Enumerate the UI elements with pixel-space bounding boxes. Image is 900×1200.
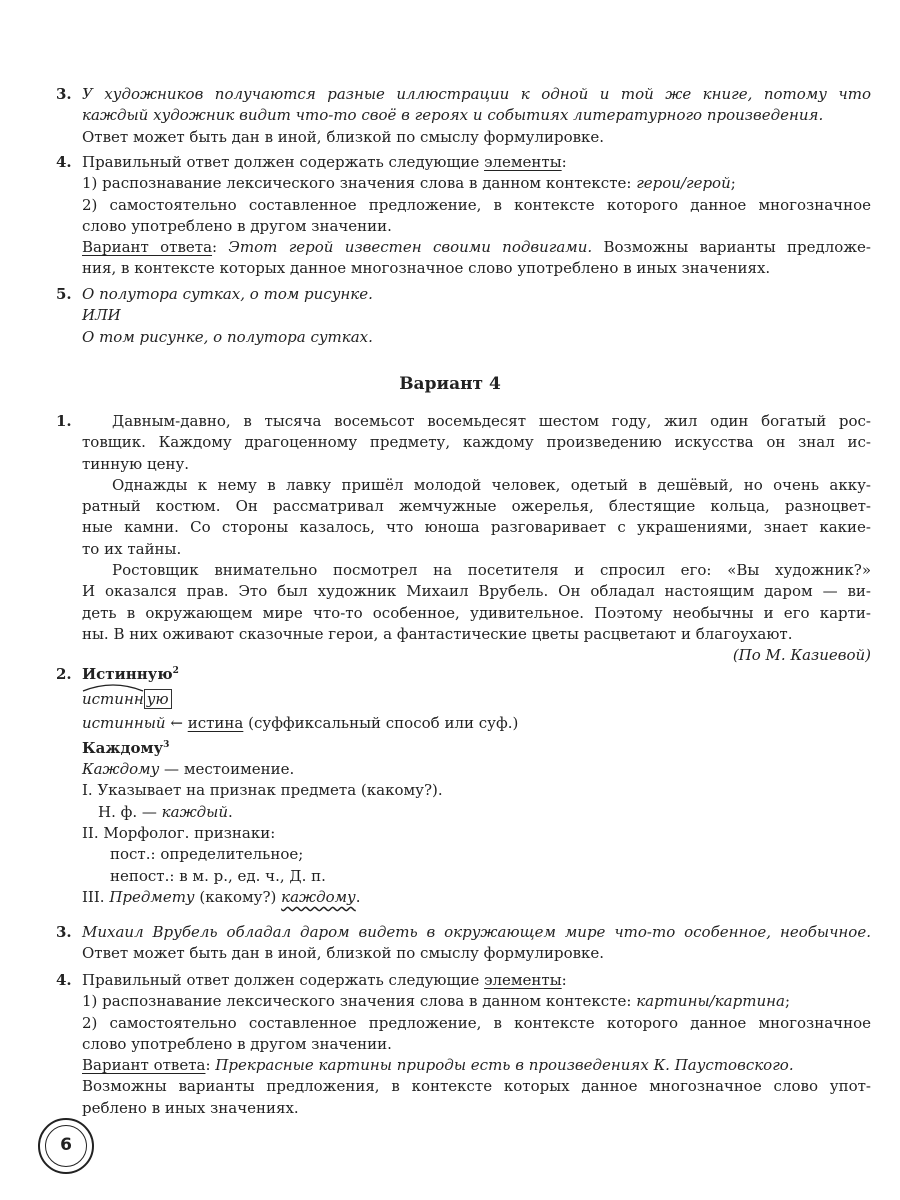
- answer-text: каждый художник видит что-то своё в героях и событиях литературного произведения.: [82, 106, 824, 125]
- root-arc-icon: [82, 682, 144, 692]
- item-number: 4.: [56, 153, 72, 171]
- v4-item-3: [56, 922, 871, 965]
- derivation: истинный ← истина (суффиксальный способ или суф.): [82, 713, 519, 732]
- or-text: ИЛИ: [82, 306, 121, 325]
- word-heading: Каждому$^3$: [82, 738, 170, 757]
- page-number: 6: [45, 1125, 87, 1167]
- morph-line: I. Указывает на признак предмета (какому?).: [82, 781, 443, 800]
- morph-line: III. Предмету (какому?) каждому.: [82, 887, 361, 906]
- criteria-1: 1) распознавание лексического значения слова в данном контексте: герои/герой;: [82, 174, 736, 193]
- criteria-2-cont: слово употреблено в другом значении.: [82, 216, 392, 235]
- criteria-intro: Правильный ответ должен содержать следующие элементы:: [82, 971, 567, 989]
- answer-variant-cont: реблено в иных значениях.: [82, 1098, 299, 1117]
- item-number: 3.: [56, 85, 72, 103]
- morph-line: непост.: в м. р., ед. ч., Д. п.: [110, 866, 326, 885]
- ending-box: ую: [144, 689, 172, 709]
- answer-variant-cont: ния, в контексте которых данное многозначное слово употреблено в иных значениях.: [82, 259, 771, 278]
- answer-text: О том рисунке, о полутора сутках.: [82, 327, 373, 346]
- text-source: (По М. Казиевой): [732, 646, 871, 665]
- answer-text: Михаил Врубель обладал даром видеть в окружающем мире что-то особенное, необычное.: [82, 923, 871, 941]
- text-line: деть в окружающем мире что-то особенное, удивительное. Поэтому необычны и его карти-: [82, 603, 871, 622]
- text-line: ратный костюм. Он рассматривал жемчужные ожерелья, блестящие кольца, разноцвет-: [82, 497, 871, 516]
- answer-text: О полутора сутках, о том рисунке.: [82, 285, 373, 303]
- criteria-2-cont: слово употреблено в другом значении.: [82, 1034, 392, 1053]
- criteria-2: 2) самостоятельно составленное предложение, в контексте которого данное многозначное: [82, 1013, 871, 1032]
- criteria-2: 2) самостоятельно составленное предложение, в контексте которого данное многозначное: [82, 195, 871, 214]
- variant-title: Вариант 4: [399, 374, 501, 394]
- morph-line: II. Морфолог. признаки:: [82, 824, 276, 843]
- morph-line: Каждому — местоимение.: [82, 760, 295, 779]
- text-line: Однажды к нему в лавку пришёл молодой человек, одетый в дешёвый, но очень акку-: [112, 475, 871, 494]
- answer-item-4: [56, 152, 871, 280]
- morpheme-parse: истинн ую: [82, 689, 871, 710]
- item-number: 4.: [56, 971, 72, 989]
- answer-note: Ответ может быть дан в иной, близкой по смыслу формулировке.: [82, 944, 605, 963]
- text-line: И оказался прав. Это был художник Михаил Врубель. Он обладал настоящим даром — ви-: [82, 582, 871, 601]
- answer-item-3: [56, 84, 871, 148]
- text-line: Давным-давно, в тысяча восемьсот восемьдесят шестом году, жил один богатый рос-: [112, 412, 871, 430]
- text-line: ные камни. Со стороны казалось, что юноша разговаривает с украшениями, знает какие-: [82, 518, 871, 537]
- v4-item-1: [56, 411, 871, 667]
- answer-variant: Вариант ответа: Прекрасные картины природы есть в произведениях К. Паустовского.: [82, 1056, 794, 1075]
- text-line: то их тайны.: [82, 539, 182, 558]
- morph-line: пост.: определительное;: [110, 845, 304, 864]
- page-number-badge: [38, 1118, 94, 1174]
- item-number: 2.: [56, 665, 72, 683]
- answer-variant: Вариант ответа: Этот герой известен своими подвигами. Возможны варианты предложе-: [82, 238, 872, 257]
- word-heading: Истинную$^2$: [82, 665, 179, 683]
- v4-item-4: [56, 970, 871, 1119]
- text-line: ны. В них оживают сказочные герои, а фантастические цветы расцветают и благоухают.: [82, 624, 793, 643]
- item-number: 1.: [56, 412, 72, 430]
- text-line: товщик. Каждому драгоценному предмету, каждому произведению искусства он знал ис-: [82, 433, 871, 452]
- item-number: 5.: [56, 285, 72, 303]
- text-line: Ростовщик внимательно посмотрел на посетителя и спросил его: «Вы художник?»: [112, 561, 871, 580]
- answer-item-5: [56, 284, 871, 348]
- answer-text: У художников получаются разные иллюстрации к одной и той же книге, потому что: [82, 85, 871, 103]
- morph-line: Н. ф. — каждый.: [98, 802, 233, 821]
- answer-variant-cont: Возможны варианты предложения, в контексте которых данное многозначное слово упот-: [82, 1077, 871, 1096]
- criteria-intro: Правильный ответ должен содержать следующие элементы:: [82, 153, 567, 171]
- item-number: 3.: [56, 923, 72, 941]
- v4-item-2: [56, 664, 871, 908]
- text-line: тинную цену.: [82, 454, 190, 473]
- criteria-1: 1) распознавание лексического значения слова в данном контексте: картины/картина;: [82, 992, 790, 1011]
- answer-note: Ответ может быть дан в иной, близкой по смыслу формулировке.: [82, 127, 605, 146]
